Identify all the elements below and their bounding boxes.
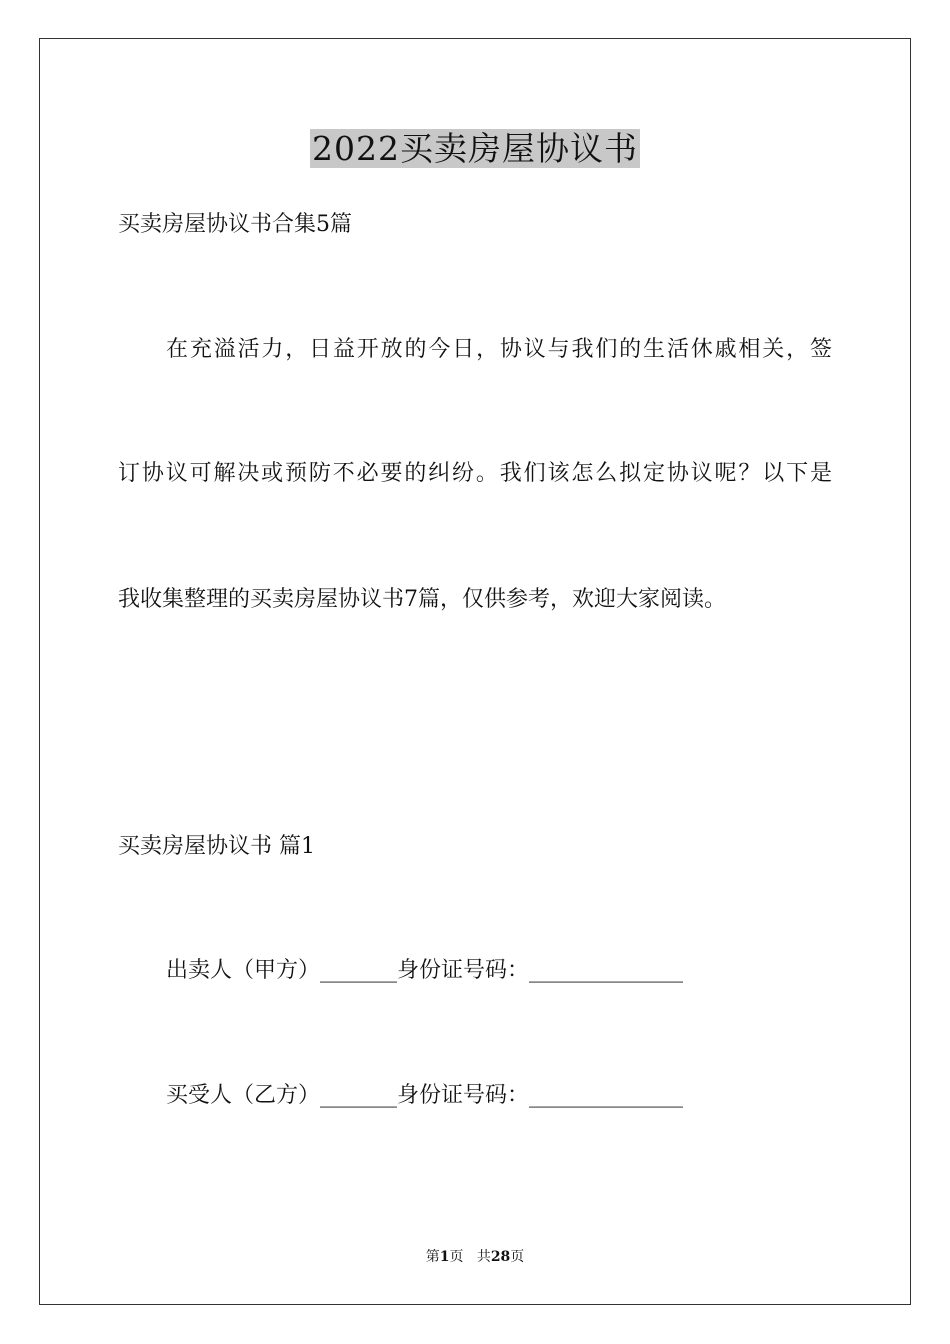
footer-total-suffix: 页 bbox=[510, 1249, 525, 1265]
seller-line: 出卖人（甲方）_______身份证号码：______________ bbox=[166, 958, 684, 983]
footer-page-suffix: 页 bbox=[449, 1249, 464, 1265]
buyer-line: 买受人（乙方）_______身份证号码：______________ bbox=[166, 1083, 684, 1108]
page-footer bbox=[0, 1247, 950, 1267]
footer-total-pages: 28 bbox=[490, 1249, 511, 1265]
intro-line-2: 订协议可解决或预防不必要的纠纷。我们该怎么拟定协议呢？以下是 bbox=[118, 461, 832, 486]
footer-page-number: 1 bbox=[439, 1249, 450, 1265]
section-heading: 买卖房屋协议书 篇1 bbox=[118, 834, 315, 859]
intro-line-1: 在充溢活力，日益开放的今日，协议与我们的生活休戚相关，签 bbox=[166, 337, 832, 362]
footer-page-prefix: 第 bbox=[425, 1249, 440, 1265]
document-title-text: 2022买卖房屋协议书 bbox=[312, 129, 638, 168]
document-subtitle: 买卖房屋协议书合集5篇 bbox=[118, 212, 352, 237]
intro-line-3: 我收集整理的买卖房屋协议书7篇，仅供参考，欢迎大家阅读。 bbox=[118, 587, 726, 612]
footer-total-prefix: 共 bbox=[476, 1249, 491, 1265]
document-title bbox=[0, 126, 950, 172]
